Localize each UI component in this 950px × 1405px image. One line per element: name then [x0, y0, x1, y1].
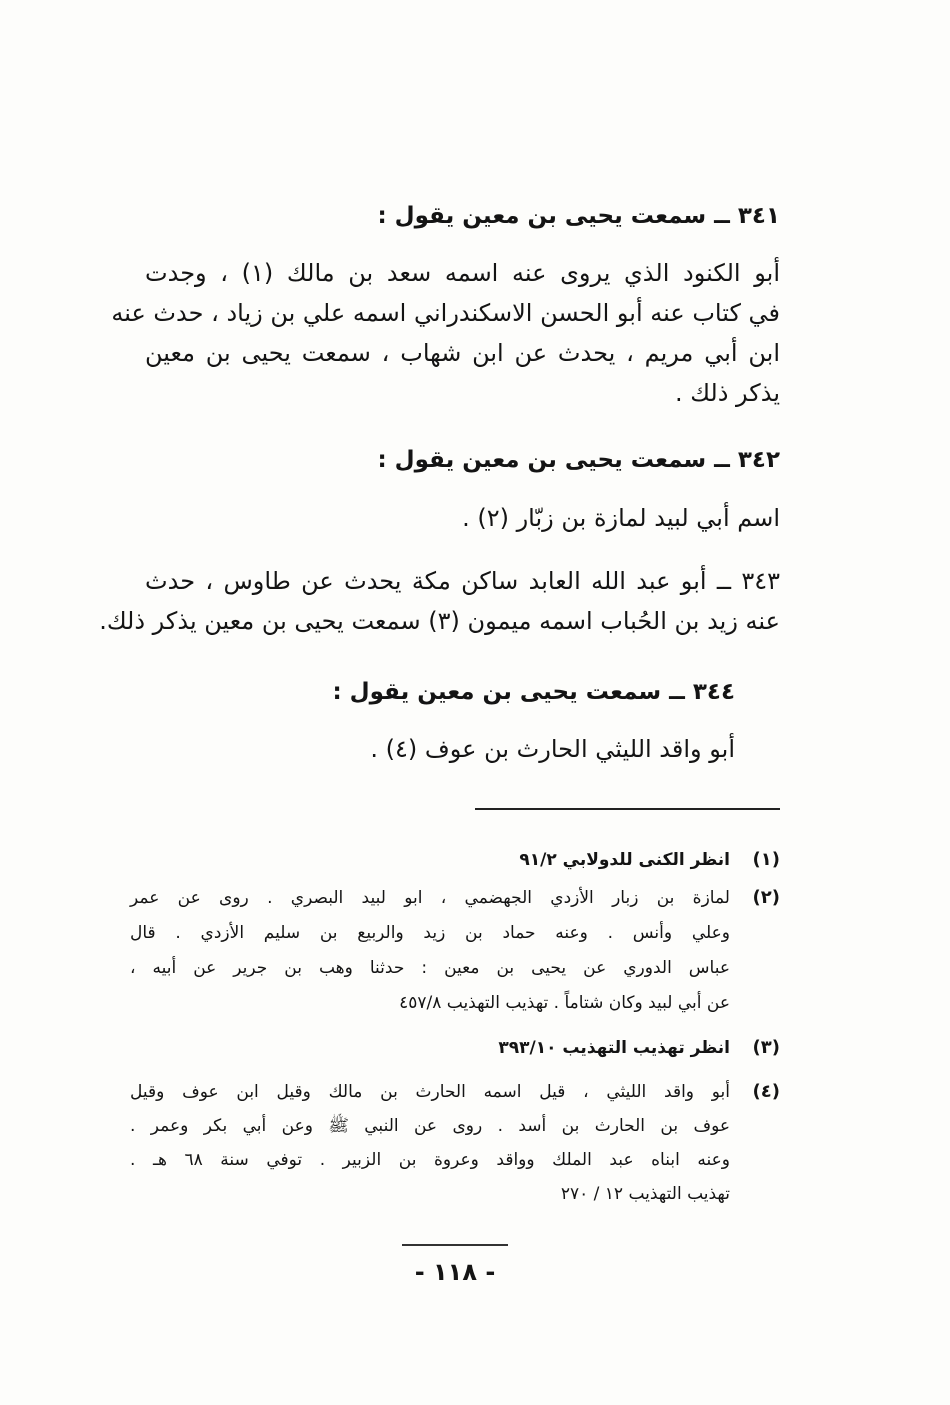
entry-343-line-2: عنه زيد بن الحُباب اسمه ميمون (٣) سمعت يحيى بن معين يذكر ذلك. [99, 607, 780, 635]
footnote-2-number: (٢) [752, 887, 780, 908]
footnote-3-number: (٣) [752, 1037, 780, 1058]
footnote-4-line-1: أبو واقد الليثي ، قيل اسمه الحارث بن مالك وقيل ابن عوف وقيل [130, 1082, 730, 1102]
footnote-separator [475, 808, 780, 810]
entry-344-heading: ٣٤٤ ــ سمعت يحيى بن معين يقول : [332, 679, 735, 705]
entry-343-line-1: ٣٤٣ ــ أبو عبد الله العابد ساكن مكة يحدث عن طاوس ، حدث [145, 567, 780, 595]
footnote-4-line-4: تهذيب التهذيب ١٢ / ٢٧٠ [560, 1184, 730, 1204]
footnote-4-line-3: وعنه ابناه عبد الملك وواقد وعروة بن الزبير . توفي سنة ٦٨ هـ . [130, 1150, 730, 1170]
entry-342-line-1: اسم أبي لبيد لمازة بن زبّار (٢) . [462, 504, 780, 532]
entry-341-line-1: أبو الكنود الذي يروى عنه اسمه سعد بن مالك (١) ، وجدت [145, 259, 780, 287]
entry-341-line-4: يذكر ذلك . [674, 379, 780, 407]
entry-342-heading: ٣٤٢ ــ سمعت يحيى بن معين يقول : [377, 447, 780, 473]
footnote-2-line-3: عباس الدوري عن يحيى بن معين : حدثنا وهب بن جرير عن أبيه ، [130, 958, 730, 978]
footnote-4-number: (٤) [752, 1081, 780, 1102]
footnote-2-line-1: لمازة بن زبار الأزدي الجهضمي ، ابو لبيد البصري . روى عن عمر [130, 888, 730, 908]
footnote-3-line-1: انظر تهذيب التهذيب ٣٩٣/١٠ [498, 1038, 730, 1058]
page-number-rule [402, 1244, 508, 1246]
footnote-2-line-2: وعلي وأنس . وعنه حماد بن زيد والربيع بن سليم الأزدي . قال [130, 923, 730, 943]
page-number: - ١١٨ - [414, 1258, 496, 1286]
footnote-2-line-4: عن أبي لبيد وكان شتاماً . تهذيب التهذيب ٤٥٧/٨ [399, 993, 730, 1013]
entry-341-heading: ٣٤١ ــ سمعت يحيى بن معين يقول : [377, 203, 780, 229]
entry-344-line-1: أبو واقد الليثي الحارث بن عوف (٤) . [370, 735, 735, 763]
footnote-1-line-1: انظر الكنى للدولابي ٩١/٢ [519, 850, 730, 870]
entry-341-line-3: ابن أبي مريم ، يحدث عن ابن شهاب ، سمعت يحيى بن معين [145, 339, 780, 367]
entry-341-line-2: في كتاب عنه أبو الحسن الاسكندراني اسمه علي بن زياد ، حدث عنه [111, 299, 780, 327]
footnote-1-number: (١) [752, 849, 780, 870]
footnote-4-line-2: عوف بن الحارث بن أسد . روى عن النبي ﷺ وعن أبي بكر وعمر . [130, 1116, 730, 1136]
